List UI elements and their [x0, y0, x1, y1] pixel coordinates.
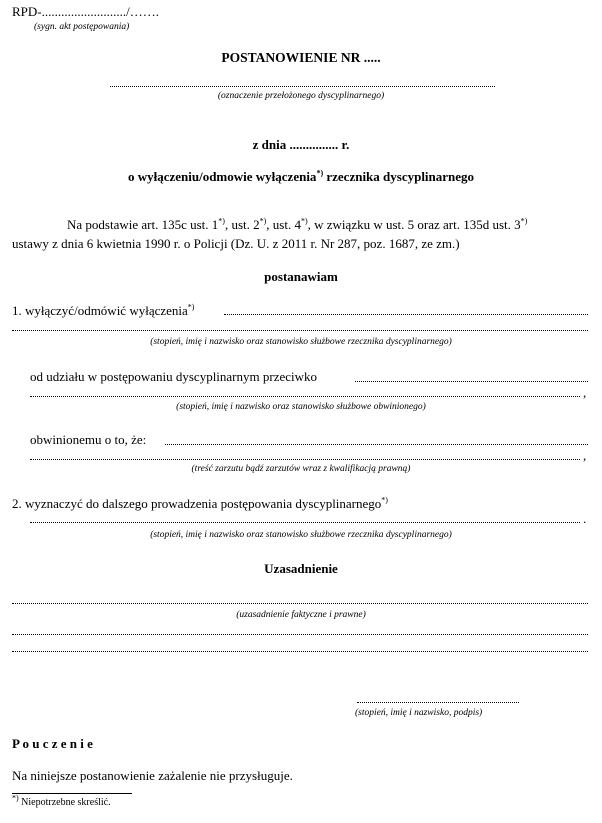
- case-number-caption: (sygn. akt postępowania): [34, 22, 130, 32]
- item-1-label: [12, 303, 194, 319]
- footnote: [12, 793, 111, 808]
- basis-text-4: , w związku w ust. 5 oraz art. 135d ust. 3: [307, 217, 521, 232]
- justification-heading: Uzasadnienie: [264, 561, 338, 576]
- accused-caption: (stopień, imię i nazwisko oraz stanowisko służbowe obwinionego): [176, 402, 426, 412]
- basis-text-1: Na podstawie art. 135c ust. 1: [67, 217, 219, 232]
- superior-caption: (oznaczenie przełożonego dyscyplinarnego): [217, 91, 385, 101]
- justification-caption: (uzasadnienie faktyczne i prawne): [236, 610, 366, 620]
- charge-comma: ,: [583, 448, 587, 463]
- justification-line-1[interactable]: [12, 603, 588, 604]
- accused-comma: ,: [583, 385, 587, 400]
- signature-line[interactable]: [357, 702, 519, 703]
- charge-caption: (treść zarzutu bądź zarzutów wraz z kwalifikacją prawną): [191, 464, 411, 474]
- instruction-heading: P o u c z e n i e: [12, 736, 93, 751]
- subject-text-a: o wyłączeniu/odmowie wyłączenia: [127, 169, 317, 184]
- charge-field-line-1[interactable]: [165, 444, 588, 445]
- basis-text-3: , ust. 4: [266, 217, 301, 232]
- document-title: POSTANOWIENIE NR .....: [221, 50, 381, 65]
- footnote-mark: *): [12, 793, 19, 803]
- superior-line[interactable]: [110, 86, 495, 87]
- new-officer-field-line[interactable]: [30, 522, 580, 523]
- legal-basis-line-1: [67, 217, 527, 233]
- basis-mark-2: *): [259, 216, 267, 226]
- subject-line: [0, 169, 602, 185]
- item-2-text: 2. wyznaczyć do dalszego prowadzenia postępowania dyscyplinarnego: [12, 496, 382, 511]
- date-line: z dnia ............... r.: [252, 137, 350, 152]
- footnote-text: Niepotrzebne skreślić.: [18, 797, 111, 808]
- charge-label: obwinionemu o to, że:: [30, 432, 147, 447]
- officer-caption: (stopień, imię i nazwisko oraz stanowisko służbowe rzecznika dyscyplinarnego): [150, 337, 452, 347]
- new-officer-caption: (stopień, imię i nazwisko oraz stanowisko służbowe rzecznika dyscyplinarnego): [150, 530, 452, 540]
- accused-field-line-1[interactable]: [355, 381, 588, 382]
- signature-caption: (stopień, imię i nazwisko, podpis): [355, 708, 483, 718]
- proceedings-label: od udziału w postępowaniu dyscyplinarnym przeciwko: [30, 369, 318, 384]
- accused-field-line-2[interactable]: [30, 396, 580, 397]
- basis-mark-4: *): [520, 216, 528, 226]
- item-1-text: 1. wyłączyć/odmówić wyłączenia: [12, 303, 188, 318]
- footnote-separator: [12, 793, 132, 794]
- basis-text-2: , ust. 2: [224, 217, 260, 232]
- item-2-mark: *): [381, 495, 388, 505]
- instruction-text: Na niniejsze postanowienie zażalenie nie przysługuje.: [12, 768, 293, 783]
- basis-mark-3: *): [300, 216, 308, 226]
- item-2-label: [12, 496, 388, 512]
- officer-field-line-1[interactable]: [224, 314, 588, 315]
- new-officer-period: .: [583, 511, 587, 526]
- decision-heading: postanawiam: [264, 269, 338, 284]
- basis-mark-1: *): [218, 216, 225, 226]
- subject-text-b: rzecznika dyscyplinarnego: [323, 169, 475, 184]
- justification-line-2[interactable]: [12, 634, 588, 635]
- officer-field-line-2[interactable]: [12, 330, 588, 331]
- item-1-mark: *): [187, 302, 195, 312]
- subject-footnote-mark: *): [316, 168, 324, 178]
- legal-basis-line-2: ustawy z dnia 6 kwietnia 1990 r. o Policji (Dz. U. z 2011 r. Nr 287, poz. 1687, ze zm.): [12, 236, 460, 251]
- case-number: RPD-........................../…….: [12, 4, 159, 19]
- charge-field-line-2[interactable]: [30, 459, 580, 460]
- justification-line-3[interactable]: [12, 651, 588, 652]
